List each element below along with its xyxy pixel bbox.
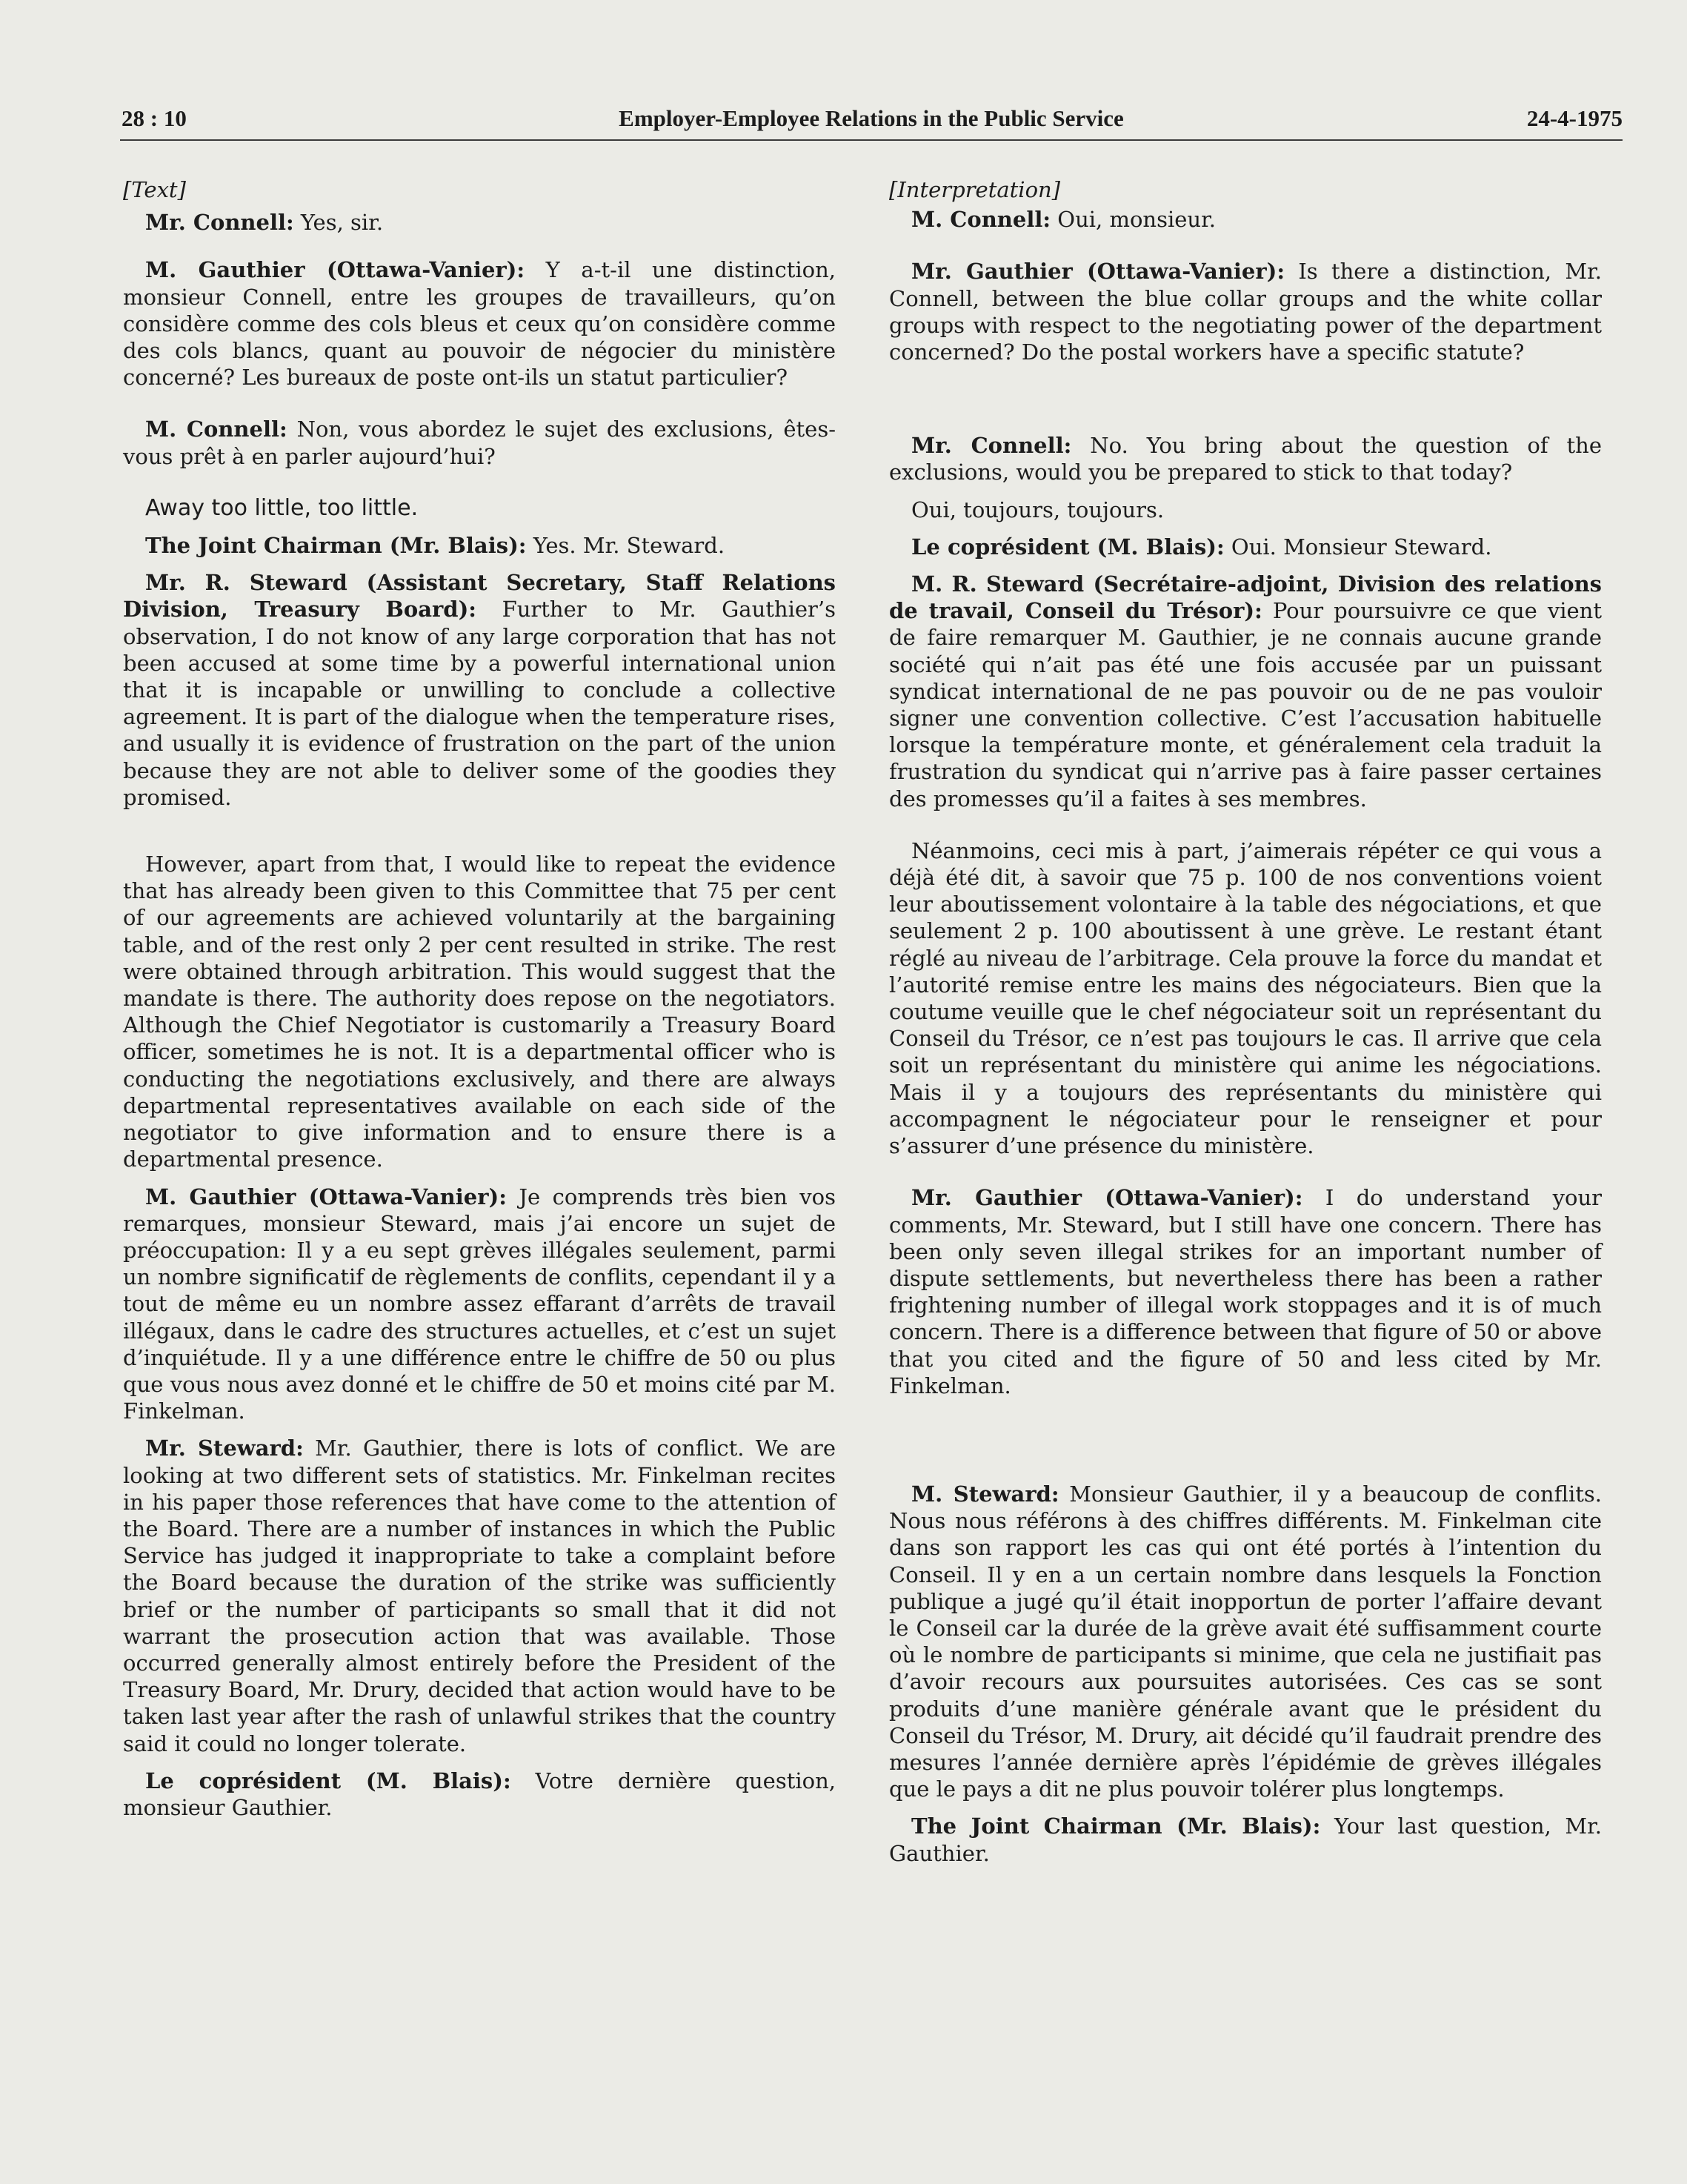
paragraph <box>123 1435 836 1756</box>
speech-text: Non, vous abordez le sujet des exclusions, êtes-vous prêt à en parler aujourd’hui? <box>123 416 836 469</box>
speaker-name: Le coprésident (M. Blais): <box>145 1768 511 1793</box>
speaker-name: Mr. Connell: <box>911 433 1072 459</box>
paragraph <box>123 209 836 236</box>
paragraph: Oui, toujours, toujours. <box>911 497 1165 522</box>
english-column <box>123 176 836 1821</box>
paragraph <box>123 532 836 559</box>
speaker-name: M. Steward: <box>911 1481 1059 1507</box>
paragraph <box>123 1184 836 1425</box>
paragraph <box>123 1768 836 1821</box>
speaker-name: M. Gauthier (Ottawa-Vanier): <box>145 1184 507 1209</box>
speaker-name: Mr. R. Steward (Assistant Secretary, Staff Relations Division, Treasury Board): <box>123 570 836 623</box>
speech-text: Is there a distinction, Mr. Connell, between the blue collar groups and the white collar groups with respect to the negotiating power of the department concerned? Do the postal workers have a specific statute? <box>889 259 1602 365</box>
paragraph: However, apart from that, I would like to repeat the evidence that has already been given to this Committee that 75 per cent of our agreements are achieved voluntarily at the bargaining table, and of the rest only 2 per cent resulted in strike. The rest were obtained through arbitration. This would suggest that the mandate is there. The authority does repose on the negotiators. Although the Chief Negotiator is customarily a Treasury Board officer, sometimes he is not. It is a departmental officer who is conducting the negotiations exclusively, and there are always departmental representatives available on each side of the negotiator to give information and to ensure there is a departmental presence. <box>123 852 836 1172</box>
speaker-name: M. Connell: <box>911 207 1051 233</box>
paragraph <box>123 416 836 469</box>
column-label: [Interpretation] <box>889 177 1061 202</box>
french-english-column <box>889 176 1602 1867</box>
paragraph <box>889 534 1602 560</box>
speaker-name: Mr. Gauthier (Ottawa-Vanier): <box>911 259 1285 285</box>
paragraph <box>889 1481 1602 1802</box>
speech-text: Y a-t-il une distinction, monsieur Connell, entre les groupes de travailleurs, qu’on considère comme des cols bleus et ceux qu’on considère comme des cols blancs, quant au pouvoir de négocier du ministère concerné? Les bureaux de poste ont-ils un statut particulier? <box>123 257 836 391</box>
speech-text: Pour poursuivre ce que vient de faire remarquer M. Gauthier, je ne connais aucune grande société qui n’ait pas été une fois accusée par un puissant syndicat international de ne pas pouvoir ou de ne pas vouloir signer une convention collective. C’est l’accusation habituelle lorsque la température monte, et généralement cela traduit la frustration du syndicat qui n’arrive pas à faire passer certaines des promesses qu’il a faites à ses membres. <box>889 598 1602 811</box>
speech-text: Mr. Gauthier, there is lots of conflict. We are looking at two different sets of statistics. Mr. Finkelman recites in his paper those references that have come to the attention of the Board. There are a number of instances in which the Public Service has judged it inappropriate to take a complaint before the Board because the duration of the strike was sufficiently brief or the number of participants so small that it did not warrant the prosecution action that was available. Those occurred generally almost entirely before the President of the Treasury Board, Mr. Drury, decided that action would have to be taken last year after the rash of unlawful strikes that the country said it could no longer tolerate. <box>123 1435 836 1756</box>
speaker-name: The Joint Chairman (Mr. Blais): <box>145 533 527 559</box>
page-date: 24-4-1975 <box>1526 105 1623 131</box>
speaker-name: M. Gauthier (Ottawa-Vanier): <box>145 257 525 283</box>
speaker-name: Mr. Connell: <box>145 210 294 236</box>
speaker-name: The Joint Chairman (Mr. Blais): <box>911 1813 1321 1839</box>
speech-text: Oui, monsieur. <box>1051 207 1216 233</box>
speaker-name: M. R. Steward (Secrétaire-adjoint, Division des relations de travail, Conseil du Trésor): <box>889 571 1602 624</box>
paragraph <box>889 1813 1602 1866</box>
speech-text: Your last question, Mr. Gauthier. <box>889 1813 1602 1866</box>
speech-text: Yes. Mr. Steward. <box>526 533 725 559</box>
running-title: Employer-Employee Relations in the Public Service <box>619 105 1124 131</box>
speaker-name: M. Connell: <box>145 416 287 442</box>
paragraph <box>889 432 1602 485</box>
paragraph: Néanmoins, ceci mis à part, j’aimerais répéter ce qui vous a déjà été dit, à savoir que 75 p. 100 de nos conventions voient leur aboutissement volontaire à la table des négociations, et que seulement 2 p. 100 aboutissent à une grève. Le restant étant réglé au niveau de l’arbitrage. Cela prouve la force du mandat et l’autorité remise entre les mains des négociateurs. Bien que la coutume veuille que le chef négociateur soit un représentant du Conseil du Trésor, ce n’est pas toujours le cas. Il arrive que cela soit un représentant du ministère qui anime les négociations. Mais il y a toujours des représentants du ministère qui accompagnent le négociateur pour le renseigner et pour s’assurer d’une présence du ministère. <box>889 837 1602 1159</box>
speaker-name: Le coprésident (M. Blais): <box>911 534 1225 560</box>
speech-text: No. You bring about the question of the exclusions, would you be prepared to stick to that today? <box>889 433 1602 485</box>
page-header <box>120 95 1623 141</box>
speech-text: Monsieur Gauthier, il y a beaucoup de conflits. Nous nous référons à des chiffres différents. M. Finkelman cite dans son rapport les cas qui ont été portés à l’intention du Conseil. Il y en a un certain nombre dans lesquels la Fonction publique a jugé qu’il était inopportun de porter l’affaire devant le Conseil car la durée de la grève avait été suffisamment courte où le nombre de participants si minime, que cela ne justifiait pas d’avoir recours aux poursuites autorisées. Ces cas se sont produits d’une manière générale avant que le président du Conseil du Trésor, M. Drury, ait décidé qu’il faudrait prendre des mesures l’année dernière après l’épidémie de grèves illégales que le pays a dit ne plus pouvoir tolérer plus longtemps. <box>889 1481 1602 1802</box>
paragraph: Away too little, too little. <box>145 494 419 521</box>
speech-text: Further to Mr. Gauthier’s observation, I do not know of any large corporation that has not been accused at some time by a powerful international union that it is incapable or unwilling to conclude a collective agreement. It is part of the dialogue when the temperature rises, and usually it is evidence of frustration on the part of the union because they are not able to deliver some of the goodies they promised. <box>123 597 836 810</box>
paragraph <box>123 256 836 391</box>
speech-text: Je comprends très bien vos remarques, monsieur Steward, mais j’ai encore un sujet de préoccupation: Il y a eu sept grèves illégales seulement, parmi un nombre significatif de règlements de conflits, cependant il y a tout de même eu un nombre assez effarant d’arrêts de travail illégaux, dans le cadre des structures actuelles, et c’est un sujet d’inquiétude. Il y a une différence entre le chiffre de 50 ou plus que vous nous avez donné et le chiffre de 50 et moins cité par M. Finkelman. <box>123 1184 836 1424</box>
speaker-name: Mr. Steward: <box>145 1435 304 1461</box>
speech-text: Yes, sir. <box>293 210 384 236</box>
page-reference: 28 : 10 <box>122 105 187 131</box>
speech-text: Oui. Monsieur Steward. <box>1224 534 1492 560</box>
paragraph <box>889 1184 1602 1399</box>
speech-text: I do understand your comments, Mr. Steward, but I still have one concern. There has been only seven illegal strikes for an important number of dispute settlements, but nevertheless there has been a rather frightening number of illegal work stoppages and it is of much concern. There is a difference between that figure of 50 or above that you cited and the figure of 50 and less cited by Mr. Finkelman. <box>889 1185 1602 1398</box>
speaker-name: Mr. Gauthier (Ottawa-Vanier): <box>911 1185 1303 1211</box>
speech-text: Votre dernière question, monsieur Gauthier. <box>123 1768 836 1820</box>
paragraph <box>889 258 1602 365</box>
paragraph <box>889 571 1602 812</box>
column-label: [Text] <box>123 177 186 202</box>
paragraph <box>123 569 836 811</box>
paragraph <box>889 206 1602 233</box>
